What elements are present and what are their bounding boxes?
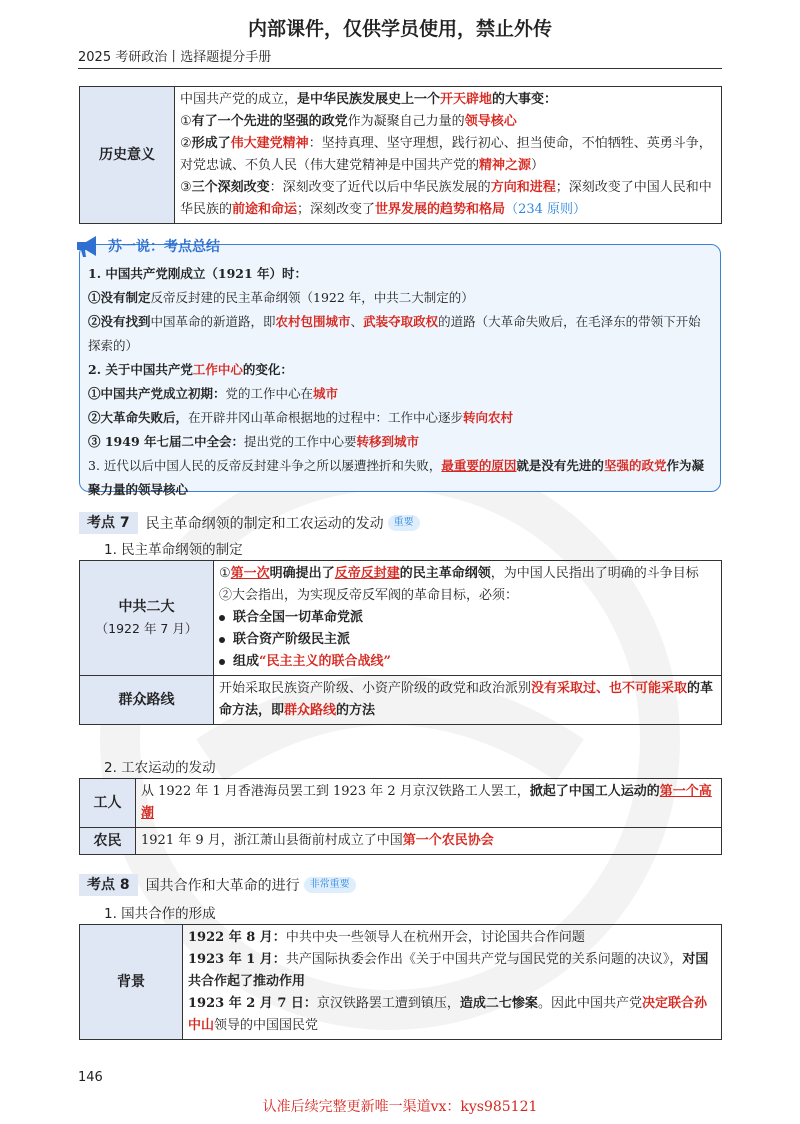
farmer-label: 农民 xyxy=(80,828,136,855)
history-label: 历史意义 xyxy=(80,87,175,224)
bullet-icon xyxy=(219,615,225,621)
kaodian7-title: 民主革命纲领的制定和工农运动的发动 xyxy=(145,516,384,532)
kaodian8-tag: 考点 8 xyxy=(79,874,138,896)
kaodian7-tag: 考点 7 xyxy=(79,512,138,534)
importance-badge: 重要 xyxy=(388,515,420,531)
megaphone-icon xyxy=(74,233,102,259)
summary-title: 苏一说：考点总结 xyxy=(108,239,220,255)
section-heading: 2. 工农运动的发动 xyxy=(104,760,216,776)
farmer-content: 1921 年 9 月，浙江萧山县衙前村成立了中国第一个农民协会 xyxy=(136,828,722,855)
history-table xyxy=(79,86,722,224)
kaodian8-heading xyxy=(79,874,356,896)
bullet-icon xyxy=(219,659,225,665)
section-heading: 1. 国共合作的形成 xyxy=(104,906,216,922)
section-heading: 1. 民主革命纲领的制定 xyxy=(104,542,243,558)
worker-label: 工人 xyxy=(80,779,136,828)
background-content: 1922 年 8 月：中共中央一些领导人在杭州开会，讨论国共合作问题 1923 年 1 月：共产国际执委会作出《关于中国共产党与国民党的关系问题的决议》，对国共合作起了推动作用 1923 年 2 月 7 日：京汉铁路罢工遭到镇压，造成二七惨案。因此中国共产党决定联合孙中山领导的中国国民党 xyxy=(183,925,722,1040)
bullet-icon xyxy=(219,637,225,643)
kaodian7-heading xyxy=(79,512,420,534)
page-header-title: 内部课件，仅供学员使用，禁止外传 xyxy=(247,18,552,40)
cpc2-table xyxy=(79,560,722,725)
mass-line-content: 开始采取民族资产阶级、小资产阶级的政党和政治派别没有采取过、也不可能采取的革命方法，即群众路线的方法 xyxy=(214,676,722,725)
kaodian8-title: 国共合作和大革命的进行 xyxy=(145,878,300,894)
page-number: 146 xyxy=(78,1070,103,1085)
background-table xyxy=(79,924,722,1040)
summary-header xyxy=(74,232,220,260)
importance-badge: 非常重要 xyxy=(304,877,356,893)
mass-line-label: 群众路线 xyxy=(80,676,214,725)
page-header-subtitle: 2025 考研政治丨选择题提分手册 xyxy=(78,50,272,65)
cpc2-content: ①第一次明确提出了反帝反封建的民主革命纲领，为中国人民指出了明确的斗争目标 ②大会指出，为实现反帝反军阀的革命目标，必须： 联合全国一切革命党派 联合资产阶级民主派 组成“民主主义的联合战线” xyxy=(214,561,722,676)
background-label: 背景 xyxy=(80,925,183,1040)
history-content: 中国共产党的成立，是中华民族发展史上一个开天辟地的大事变： ①有了一个先进的坚强的政党作为凝聚自己力量的领导核心 ②形成了伟大建党精神：坚持真理、坚守理想，践行初心、担当使命，不怕牺牲、英勇斗争，对党忠诚、不负人民（伟大建党精神是中国共产党的精神之源） ③三个深刻改变：深刻改变了近代以后中华民族发展的方向和进程；深刻改变了中国人民和中华民族的前途和命运；深刻改变了世界发展的趋势和格局（234 原则） xyxy=(175,87,722,224)
header-divider xyxy=(78,68,722,69)
worker-content: 从 1922 年 1 月香港海员罢工到 1923 年 2 月京汉铁路工人罢工，掀起了中国工人运动的第一个高潮 xyxy=(136,779,722,828)
summary-content: 1. 中国共产党刚成立（1921 年）时： ①没有制定反帝反封建的民主革命纲领（1922 年，中共二大制定的） ②没有找到中国革命的新道路，即农村包围城市、武装夺取政权的道路（大革命失败后，在毛泽东的带领下开始探索的） 2. 关于中国共产党工作中心的变化： ①中国共产党成立初期：党的工作中心在城市 ②大革命失败后，在开辟井冈山革命根据地的过程中：工作中心逐步转向农村 ③ 1949 年七届二中全会：提出党的工作中心要转移到城市 3. 近代以后中国人民的反帝反封建斗争之所以屡遭挫折和失败，最重要的原因就是没有先进的坚强的政党作为凝聚力量的领导核心 xyxy=(88,266,704,497)
footer-notice: 认准后续完整更新唯一渠道vx：kys985121 xyxy=(262,1099,538,1115)
cpc2-label: 中共二大 （1922 年 7 月） xyxy=(80,561,214,676)
worker-peasant-table xyxy=(79,778,722,855)
